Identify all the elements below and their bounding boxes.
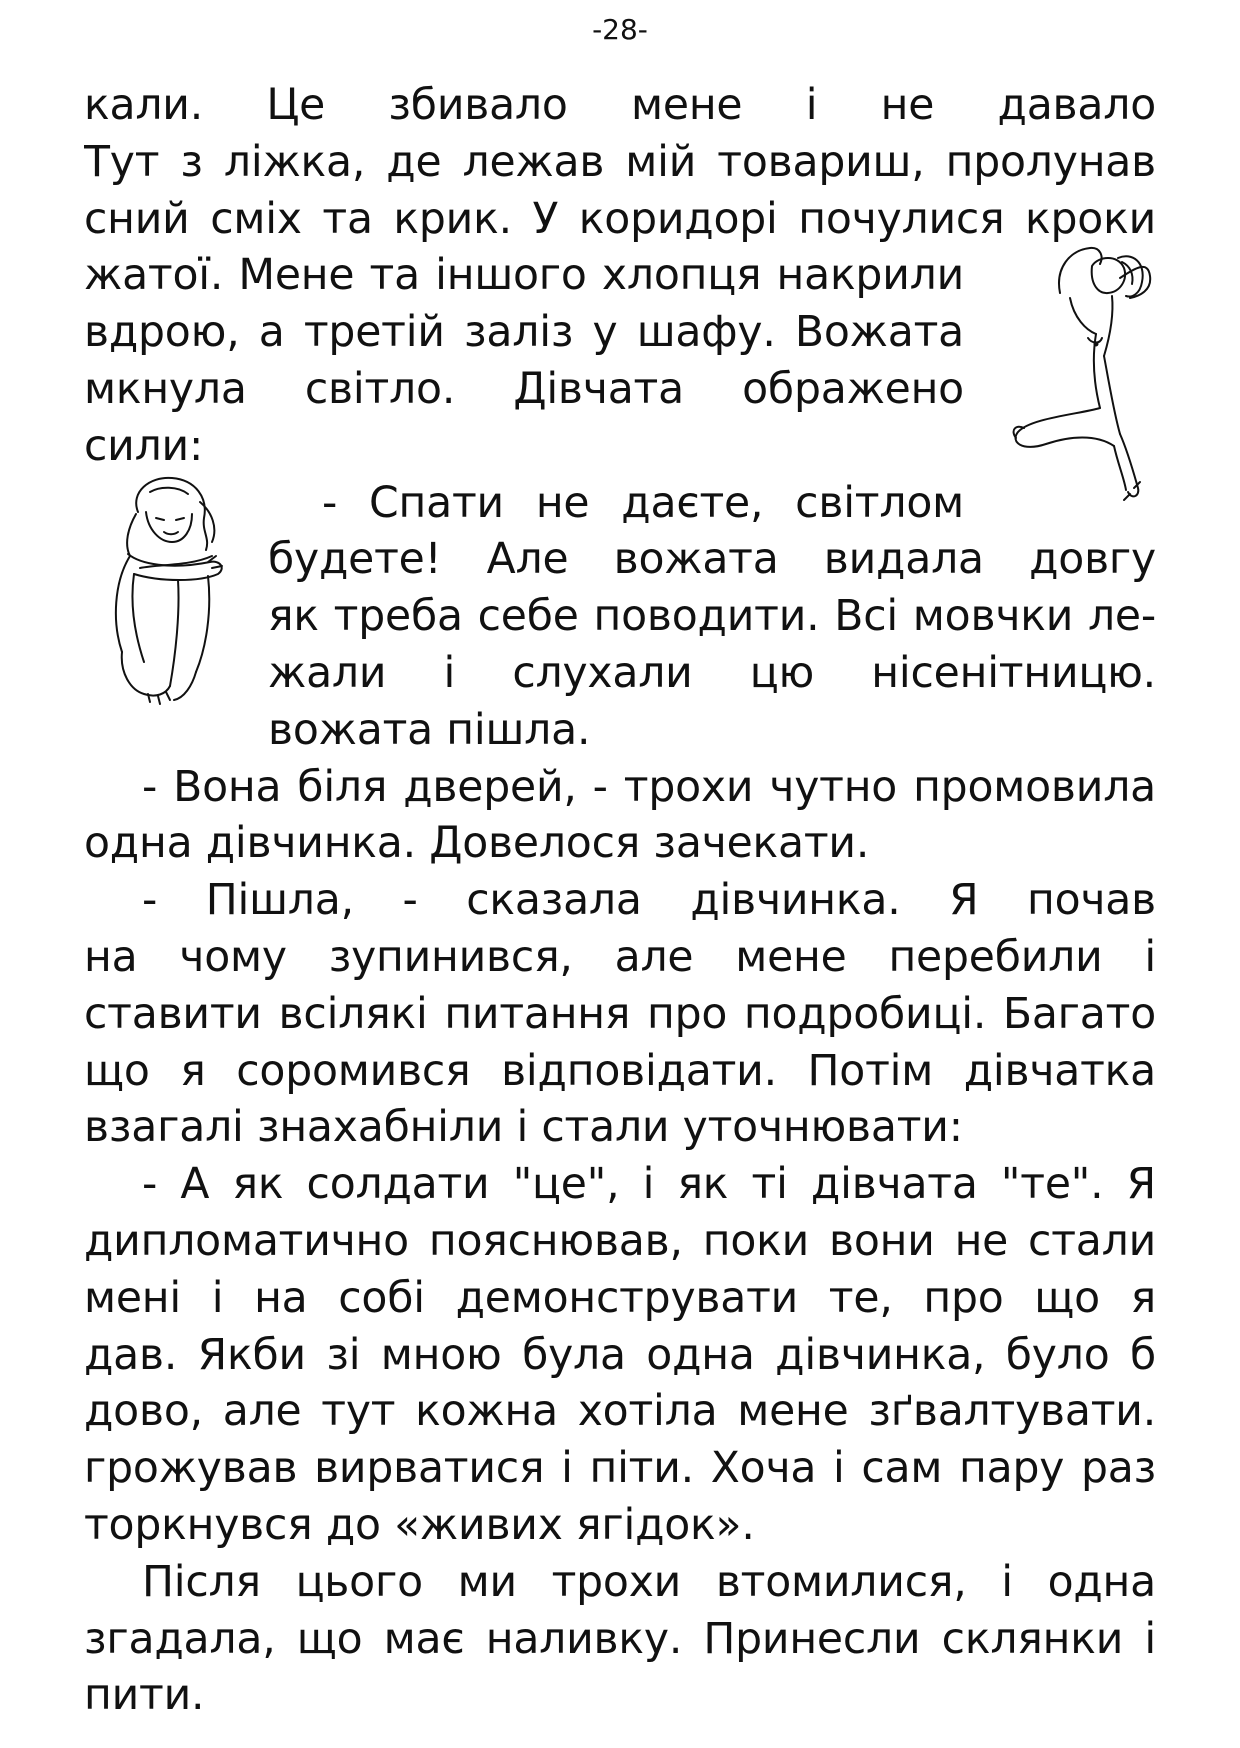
text-line: на чому зупинився, але мене перебили і	[84, 932, 1156, 982]
text-line: грожував вирватися і піти. Хоча і сам пару раз	[84, 1444, 1156, 1494]
text-line: пити.	[84, 1671, 205, 1721]
text-line: як треба себе поводити. Всі мовчки ле-	[268, 592, 1156, 642]
text-line: мені і на собі демонструвати те, про що я	[84, 1273, 1156, 1323]
text-line: згадала, що має наливку. Принесли склянки і	[84, 1614, 1156, 1664]
text-line: дав. Якби зі мною була одна дівчинка, було б	[84, 1330, 1156, 1380]
text-line: сний сміх та крик. У коридорі почулися кроки	[84, 194, 1156, 244]
text-line: жали і слухали цю нісенітницю.	[268, 648, 1156, 698]
text-line: що я соромився відповідати. Потім дівчатка	[84, 1046, 1156, 1096]
text-line: мкнула світло. Дівчата ображено	[84, 364, 964, 414]
text-line: жатої. Мене та іншого хлопця накрили	[84, 251, 964, 301]
text-line: дово, але тут кожна хотіла мене зґвалтувати.	[84, 1387, 1156, 1437]
text-line: ставити всілякі питання про подробиці. Багато	[84, 989, 1156, 1039]
text-line: - А як солдати "це", і як ті дівчата "те". Я	[142, 1160, 1156, 1210]
text-line: взагалі знахабніли і стали уточнювати:	[84, 1103, 963, 1153]
text-line: - Пішла, - сказала дівчинка. Я почав	[142, 876, 1156, 926]
text-line: - Спати не даєте, світлом	[322, 478, 964, 528]
text-line: торкнувся до «живих ягідок».	[84, 1500, 755, 1550]
text-line: вожата пішла.	[268, 705, 591, 755]
text-line: Тут з ліжка, де лежав мій товариш, пролунав	[84, 137, 1156, 187]
text-line: Після цього ми трохи втомилися, і одна	[142, 1557, 1156, 1607]
text-line: кали. Це збивало мене і не давало	[84, 81, 1156, 130]
sitting-figure-illustration	[1000, 238, 1160, 508]
page-number: -28-	[592, 13, 648, 46]
text-line: сили:	[84, 421, 204, 471]
text-line: будете! Але вожата видала довгу	[268, 535, 1156, 585]
text-line: - Вона біля дверей, - трохи чутно промовила	[142, 762, 1156, 812]
text-line: одна дівчинка. Довелося зачекати.	[84, 819, 870, 869]
text-line: вдрою, а третій заліз у шафу. Вожата	[84, 308, 964, 358]
text-line: дипломатично пояснював, поки вони не стали	[84, 1216, 1156, 1266]
body-text	[84, 78, 1156, 1725]
hugging-knees-figure-illustration	[100, 472, 240, 722]
